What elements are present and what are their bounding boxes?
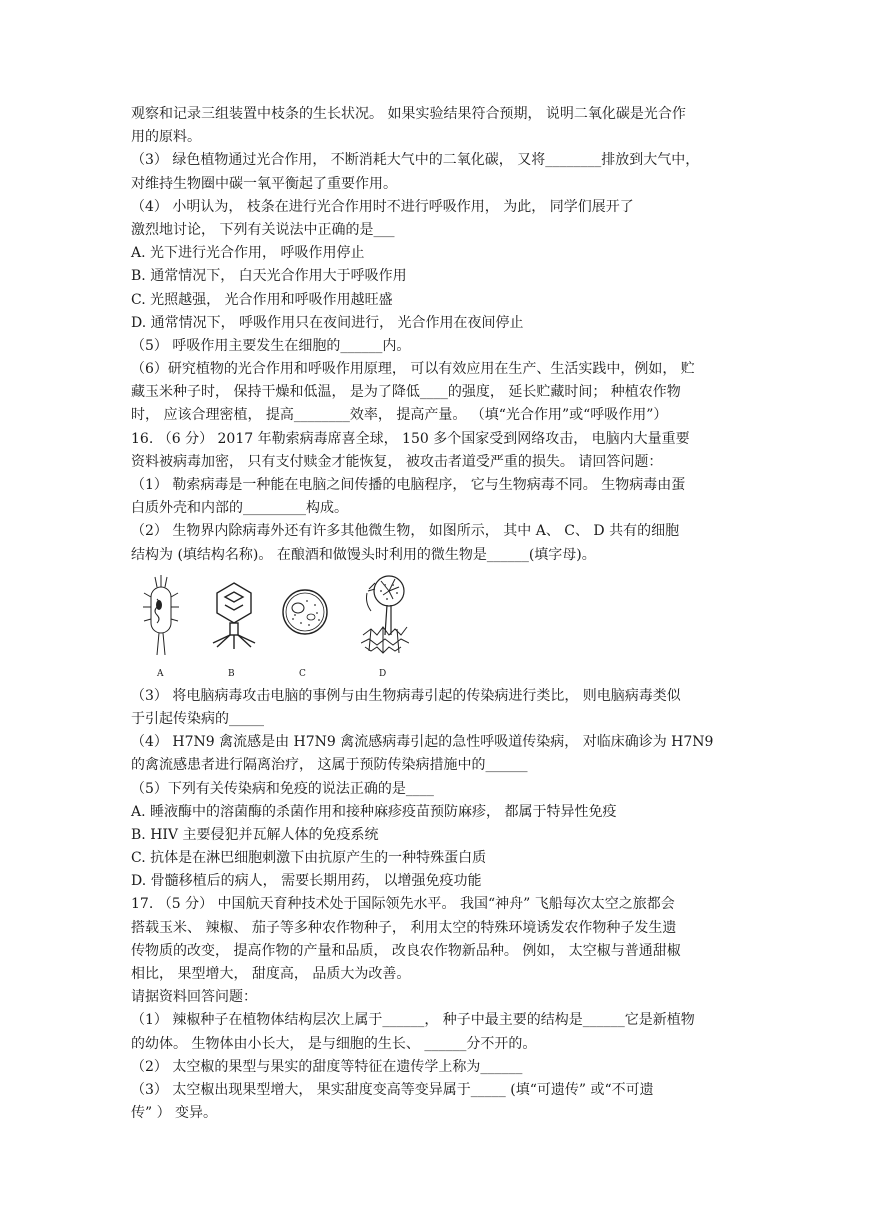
text-line: 时， 应该合理密植， 提高________效率， 提高产量。 （填“光合作用”或“呼吸作用”） — [131, 407, 668, 424]
text-line: 的禽流感患者进行隔离治疗， 这属于预防传染病措施中的______ — [131, 757, 528, 774]
text-line: A. 光下进行光合作用， 呼吸作用停止 — [131, 245, 365, 262]
text-line: 对维持生物圈中碳一氧平衡起了重要作用。 — [131, 175, 397, 192]
text-line: 观察和记录三组装置中枝条的生长状况。 如果实验结果符合预期， 说明二氧化碳是光合作 — [131, 106, 686, 122]
text-line: 相比， 果型增大， 甜度高， 品质大为改善。 — [131, 966, 411, 982]
text-line: （3） 太空椒出现果型增大， 果实甜度变高等变异属于_____ (填“可遗传” 或“不可遗 — [131, 1081, 654, 1098]
text-line: （6）研究植物的光合作用和呼吸作用原理， 可以有效应用在生产、生活实践中，例如， 贮 — [131, 361, 695, 378]
text-line: （4） H7N9 禽流感是由 H7N9 禽流感病毒引起的急性呼吸道传染病， 对临床确诊为 H7N9 — [131, 734, 714, 751]
text-line: B. 通常情况下， 白天光合作用大于呼吸作用 — [131, 268, 407, 285]
figure-label-c: C — [299, 668, 306, 679]
text-line: （5） 呼吸作用主要发生在细胞的______内。 — [131, 337, 411, 354]
figure-label-b: B — [228, 668, 235, 679]
figure-label-a: A — [157, 668, 164, 679]
text-line: （2） 太空椒的果型与果实的甜度等特征在遗传学上称为______ — [131, 1058, 523, 1075]
text-line: 于引起传染病的_____ — [131, 710, 264, 727]
text-line: 用的原料。 — [131, 129, 201, 146]
mold-illustration — [361, 573, 409, 659]
text-line: 请据资料回答问题： — [131, 989, 257, 1006]
text-line: （5）下列有关传染病和免疫的说法正确的是____ — [131, 780, 434, 797]
text-line: 的幼体。 生物体由小长大， 是与细胞的生长、 ______分不开的。 — [131, 1035, 537, 1052]
text-line: （1） 勒索病毒是一种能在电脑之间传播的电脑程序， 它与生物病毒不同。 生物病毒由蛋 — [131, 477, 686, 493]
figure-labels — [131, 667, 743, 685]
text-line: （3） 绿色植物通过光合作用， 不断消耗大气中的二氧化碳， 又将________排放到大气中， — [131, 152, 700, 169]
document-body — [131, 103, 743, 1125]
text-line: （3） 将电脑病毒攻击电脑的事例与由生物病毒引起的传染病进行类比， 则电脑病毒类似 — [131, 687, 681, 704]
text-line: C. 抗体是在淋巴细胞刺激下由抗原产生的一种特殊蛋白质 — [131, 850, 487, 867]
text-line: A. 睡液酶中的溶菌酶的杀菌作用和接种麻疹疫苗预防麻疹， 都属于特异性免疫 — [131, 803, 617, 820]
text-line: （2） 生物界内除病毒外还有许多其他微生物， 如图所示， 其中 A、 C、 D 共有的细胞 — [131, 523, 680, 540]
text-line: 白质外壳和内部的_________构成。 — [131, 500, 348, 517]
figure-label-d: D — [379, 668, 387, 679]
text-line: D. 骨髓移植后的病人， 需要长期用药， 以增强免疫功能 — [131, 873, 482, 890]
text-line: 藏玉米种子时， 保持干燥和低温， 是为了降低____的强度， 延长贮藏时间； 种植农作物 — [131, 384, 681, 401]
text-line: 激烈地讨论， 下列有关说法中正确的是___ — [131, 221, 395, 238]
text-line: 搭载玉米、 辣椒、 茄子等多种农作物种子， 利用太空的特殊环境诱发农作物种子发生遗 — [131, 919, 677, 936]
text-line: 结构为 (填结构名称)。 在酿酒和做馒头时利用的微生物是______(填字母)。 — [131, 546, 596, 563]
yeast-cell-illustration — [281, 587, 329, 637]
text-line: 传” ） 变异。 — [131, 1105, 218, 1122]
text-line: （4） 小明认为， 枝条在进行光合作用时不进行呼吸作用， 为此， 同学们展开了 — [131, 198, 634, 215]
text-line: C. 光照越强， 光合作用和呼吸作用越旺盛 — [131, 291, 393, 308]
question-text-bottom — [131, 685, 743, 1126]
question-text-top — [131, 103, 743, 567]
text-line: （1） 辣椒种子在植物体结构层次上属于______， 种子中最主要的结构是______它是新植物 — [131, 1012, 695, 1029]
text-line: B. HIV 主要侵犯并瓦解人体的免疫系统 — [131, 826, 379, 843]
text-line: 17. （5 分） 中国航天育种技术处于国际领先水平。 我国“神舟” 飞船每次太空之旅都会 — [131, 896, 675, 913]
bacterium-illustration — [143, 573, 179, 657]
microorganism-figure — [131, 573, 743, 667]
text-line: D. 通常情况下， 呼吸作用只在夜间进行， 光合作用在夜间停止 — [131, 314, 524, 331]
text-line: 传物质的改变， 提高作物的产量和品质， 改良农作物新品种。 例如， 太空椒与普通甜椒 — [131, 942, 681, 959]
bacteriophage-illustration — [211, 581, 257, 651]
text-line: 16. （6 分） 2017 年勒索病毒席喜全球， 150 多个国家受到网络攻击， 电脑内大量重要 — [131, 430, 690, 447]
text-line: 资料被病毒加密， 只有支付赎金才能恢复， 被攻击者道受严重的损失。 请回答问题： — [131, 453, 663, 470]
